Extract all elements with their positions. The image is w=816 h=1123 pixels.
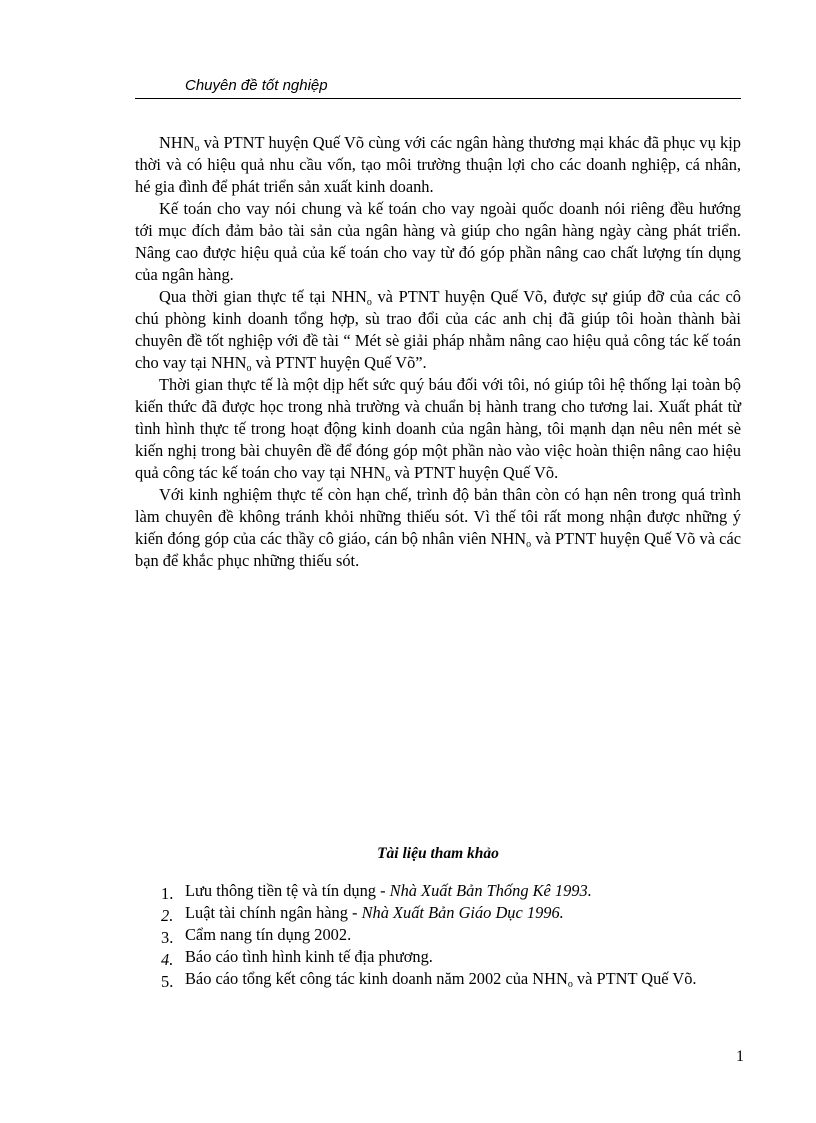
paragraph-2: Kế toán cho vay nói chung và kế toán cho vay ngoài quốc doanh nói riêng đều hướng tới mục đích đảm bảo tài sản của ngân hàng và giúp cho ngân hàng ngày càng phát triển. Nâng cao được hiệu quả của kế toán cho vay từ đó góp phần nâng cao chất lượng tín dụng của ngân hàng. (135, 199, 741, 284)
header-title: Chuyên đề tốt nghiệp (185, 77, 328, 94)
body-text (135, 132, 741, 572)
paragraph-5: Với kinh nghiệm thực tế còn hạn chế, trình độ bản thân còn có hạn nên trong quá trình làm chuyên đề không tránh khỏi những thiếu sót. Vì thế tôi rất mong nhận được những ý kiến đóng góp của các thầy cô giáo, cán bộ nhân viên $NHN_o$ và PTNT huyện Quế Võ và các bạn để khắc phục những thiếu sót. (135, 485, 741, 570)
paragraph-4: Thời gian thực tế là một dịp hết sức quý báu đối với tôi, nó giúp tôi hệ thống lại toàn bộ kiến thức đã được học trong nhà trường và chuẩn bị hành trang cho tương lai. Xuất phát từ tình hình thực tế trong hoạt động kinh doanh của ngân hàng, tôi mạnh dạn nêu nên mét sè kiến nghị trong bài chuyên đề để đóng góp một phần nào vào việc hoàn thiện nâng cao hiệu quả công tác kế toán cho vay tại $NHN_o$ và PTNT huyện Quế Võ. (135, 375, 741, 484)
reference-item: 5. Báo cáo tổng kết công tác kinh doanh năm 2002 của $NHN_o$ và PTNT Quế Võ. (161, 969, 697, 991)
references-list (135, 880, 741, 990)
page-header (135, 76, 741, 99)
reference-item: 2. Luật tài chính ngân hàng - Nhà Xuất Bản Giáo Dục 1996. (161, 903, 564, 925)
page-number: 1 (736, 1048, 744, 1065)
reference-item: 3. Cẩm nang tín dụng 2002. (161, 925, 352, 947)
references-title: Tài liệu tham khảo (377, 845, 499, 862)
paragraph-3: Qua thời gian thực tế tại $NHN_o$ và PTNT huyện Quế Võ, được sự giúp đỡ của các cô chú phòng kinh doanh tổng hợp, sù trao đổi của các anh chị đã giúp tôi hoàn thành bài chuyên đề tốt nghiệp với đề tài “ Mét sè giải pháp nhằm nâng cao hiệu quả công tác kế toán cho vay tại $NHN_o$ và PTNT huyện Quế Võ”. (135, 287, 741, 374)
reference-item: 1. Lưu thông tiền tệ và tín dụng - Nhà Xuất Bản Thống Kê 1993. (161, 881, 592, 903)
paragraph-1: $NHN_o$ và PTNT huyện Quế Võ cùng với các ngân hàng thương mại khác đã phục vụ kịp thời và có hiệu quả nhu cầu vốn, tạo môi trường thuận lợi cho các doanh nghiệp, cá nhân, hé gia đình để phát triển sản xuất kinh doanh. (135, 133, 741, 196)
reference-item: 4. Báo cáo tình hình kinh tế địa phương. (161, 947, 433, 969)
